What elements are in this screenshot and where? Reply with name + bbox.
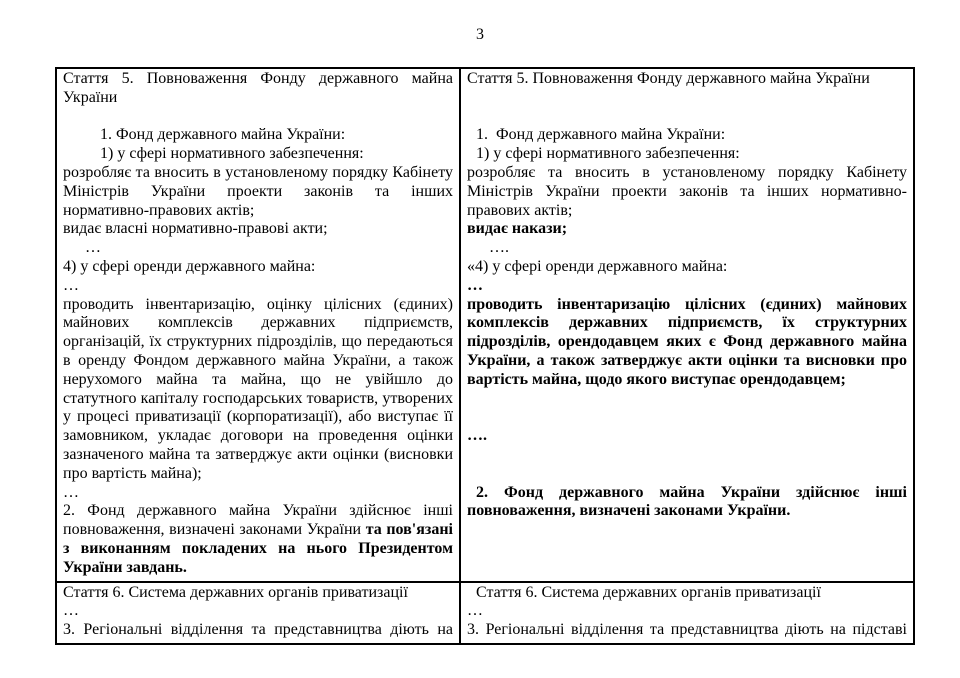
paragraph xyxy=(63,220,453,239)
blank-line xyxy=(467,446,907,465)
text-run: Стаття 6. Система державних органів приватизації xyxy=(63,583,408,601)
paragraph xyxy=(63,239,453,258)
paragraph xyxy=(63,126,453,145)
text-run: Стаття 5. Повноваження Фонду державного майна України xyxy=(467,70,870,87)
paragraph xyxy=(63,70,453,108)
paragraph xyxy=(467,258,907,277)
paragraph xyxy=(63,258,453,277)
blank-line xyxy=(467,108,907,127)
cell-right-row1 xyxy=(460,68,914,582)
text-run: Стаття 5. Повноваження Фонду державного майна України xyxy=(63,70,453,106)
blank-line xyxy=(467,465,907,484)
text-run: 3. Регіональні відділення та представництва діють на xyxy=(63,621,453,639)
text-run: проводить інвентаризацію, оцінку цілісних (єдиних) майнових комплексів державних підприємств, організацій, їх структурних підрозділів, що передаються в оренду Фондом державного майна України, а також нерухомого майна та майна, що не увійшло до статутного капіталу господарських товариств, утворених у процесі приватизації (корпоратизації), або виступає її замовником, укладає договори на проведення оцінки зазначеного майна та затверджує акти оцінки (висновки про вартість майна); xyxy=(63,295,453,482)
text-run: видає власні нормативно-правові акти; xyxy=(63,220,328,238)
paragraph xyxy=(63,584,453,603)
text-run: … xyxy=(63,276,79,294)
paragraph xyxy=(467,602,907,621)
table-row xyxy=(56,68,914,582)
paragraph xyxy=(63,145,453,164)
text-run: розробляє та вносить в установленому порядку Кабінету Міністрів України проекти законів та інших нормативно-правових актів; xyxy=(467,163,907,219)
table-row xyxy=(56,582,914,644)
blank-line xyxy=(467,390,907,409)
text-run: «4) у сфері оренди державного майна: xyxy=(467,257,728,275)
cell-right-row2 xyxy=(460,582,914,644)
paragraph xyxy=(467,427,907,446)
paragraph xyxy=(467,126,907,145)
text-run: … xyxy=(85,239,101,257)
text-run: … xyxy=(63,602,79,620)
paragraph xyxy=(467,164,907,220)
paragraph xyxy=(467,296,907,390)
paragraph xyxy=(467,70,907,89)
paragraph xyxy=(63,502,453,577)
text-run: 1. Фонд державного майна України: xyxy=(100,126,346,144)
text-run: 2. Фонд державного майна України здійснює інші повноваження, визначені законами України xyxy=(63,502,453,539)
text-run: 1) у сфері нормативного забезпечення: xyxy=(100,145,364,163)
paragraph xyxy=(63,277,453,296)
comparison-table xyxy=(55,67,915,645)
paragraph xyxy=(467,220,907,239)
paragraph xyxy=(467,277,907,296)
bold-text-run: проводить інвентаризацію цілісних (єдиних) майнових комплексів державних підприємств, їх структурних підрозділів, орендодавцем яких є Фонд державного майна України, а також затверджує акти оцінки та висновки про вартість майна, щодо якого виступає орендодавцем; xyxy=(467,295,907,388)
bold-text-run: 2. Фонд державного майна України здійснює інші повноваження, визначені законами України. xyxy=(467,483,907,520)
paragraph xyxy=(63,484,453,503)
text-run: 1) у сфері нормативного забезпечення: xyxy=(476,145,740,163)
paragraph xyxy=(63,164,453,220)
text-run: 4) у сфері оренди державного майна: xyxy=(63,257,316,275)
text-run: розробляє та вносить в установленому порядку Кабінету Міністрів України проекти законів та інших нормативно-правових актів; xyxy=(63,163,453,219)
blank-line xyxy=(63,108,453,127)
text-run: 3. Регіональні відділення та представництва діють на підставі xyxy=(467,621,907,639)
blank-line xyxy=(467,408,907,427)
page-number: 3 xyxy=(476,26,484,43)
paragraph xyxy=(467,621,907,640)
blank-line xyxy=(467,89,907,108)
comparison-table-body xyxy=(56,68,914,644)
paragraph xyxy=(467,484,907,522)
paragraph xyxy=(467,239,907,258)
paragraph xyxy=(467,145,907,164)
cell-left-row2 xyxy=(56,582,460,644)
text-run: 1. Фонд державного майна України: xyxy=(476,126,726,144)
bold-text-run: та пов'язані з виконанням покладених на нього Президентом України завдань. xyxy=(63,521,453,576)
bold-text-run: … xyxy=(467,276,483,294)
text-run: … xyxy=(63,483,79,501)
paragraph xyxy=(63,621,453,640)
text-run: …. xyxy=(489,239,509,257)
paragraph xyxy=(63,296,453,484)
paragraph xyxy=(63,602,453,621)
text-run: Стаття 6. Система державних органів приватизації xyxy=(476,583,821,601)
cell-left-row1 xyxy=(56,68,460,582)
paragraph xyxy=(467,584,907,603)
bold-text-run: видає накази; xyxy=(467,220,568,238)
bold-text-run: …. xyxy=(467,427,487,445)
text-run: … xyxy=(467,602,483,620)
